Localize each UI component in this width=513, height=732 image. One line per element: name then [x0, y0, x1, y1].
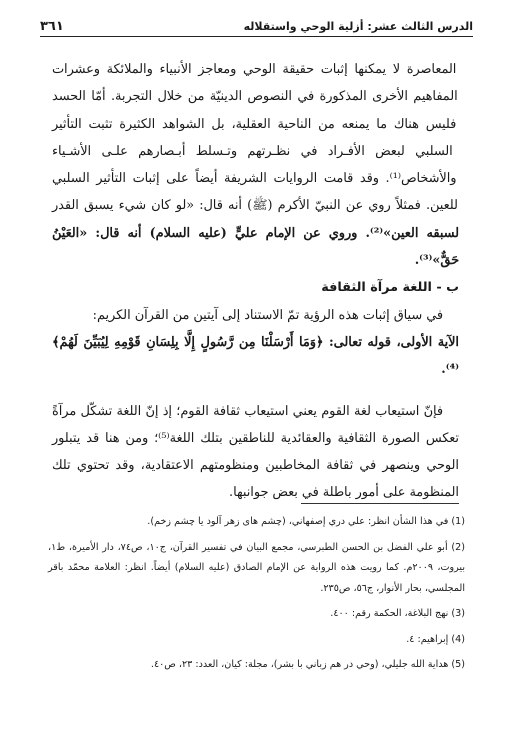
- text-line: يتبلور الوحي وينصهر في ثقافة المخاطبين ومنظومتهم الاعتقادية، وقد تحتوي: [52, 430, 459, 474]
- footnote-line: (1) في هذا الشأن انظر: علي دري إصفهاني، (چشم هاى زهر آلود يا چشم زخم).: [147, 516, 465, 527]
- text-line: المعاصرة لا يمكنها إثبات حقيقة الوحي ومعاجز الأنبياء والملائكة وعشرات: [52, 62, 457, 77]
- chapter-title: الدرس الثالث عشر: أزلية الوحي واستقلاله: [243, 20, 473, 33]
- footnote-line: الأميرة، ط١، بيروت، ٢٠٠٩م. كما رويت هذه الرواية عن الإمام الصادق (عليه السلام) أيضاً.: [48, 541, 465, 573]
- footnote-4: [48, 630, 465, 651]
- paragraph-1: [52, 56, 459, 274]
- verse-line: لَهُمْ﴾⁽⁴⁾.: [52, 334, 459, 378]
- spacer: [52, 384, 459, 398]
- intro-line: في سياق إثبات هذه الرؤية تمّ الاستناد إلى آيتين من القرآن الكريم:: [92, 307, 443, 323]
- footnote-line: (5) هداية الله جليلي، (وحي در هم زباني با بشر)، مجلة: كيان، العدد: ٢٣، ص٤٠.: [150, 659, 465, 670]
- footnote-1: [48, 512, 465, 533]
- text-line: فليس هناك ما يمنعه من الناحية العقلية، بل الشواهد الكثيرة تثبت التأثير: [52, 116, 457, 132]
- text-line: والأشخاص⁽¹⁾. وقد قامت الروايات الشريفة أيضاً على إثبات التأثير السلبي: [52, 171, 457, 187]
- footnote-line: (3) نهج البلاغة، الحكمة رقم: ٤٠٠.: [330, 608, 465, 619]
- verse-line: الآية الأولى، قوله تعالى: ﴿وَمَا أَرْسَلْنَا مِن رَّسُولٍ إِلَّا بِلِسَانِ قَوْمِهِ لِيُبَيِّنَ: [77, 334, 459, 350]
- section-subheading: ب - اللغة مرآة الثقافة: [321, 280, 459, 296]
- footnote-line: انظر: العلامة محمّد باقر المجلسي، بحار الأنوار، ج٥٦، ص٢٣٥.: [48, 562, 465, 594]
- footnote-5: [48, 655, 465, 676]
- text-line: تلك المنظومة على أمور باطلة في بعض جوانبها.: [52, 458, 459, 501]
- text-line: مرآةً تعكس الصورة الثقافية والعقائدية للناطقين بتلك اللغة⁽⁵⁾؛ ومن هنا قد: [52, 403, 459, 446]
- text-line: لسبقه العين»⁽²⁾. وروي عن الإمام عليٍّ (عليه السلام) أنه قال: «العَيْنُ حَقٌّ»⁽³⁾.: [52, 225, 459, 269]
- footnote-3: [48, 604, 465, 625]
- verse-paragraph: [52, 329, 459, 384]
- text-line: للعين. فمثلاً روي عن النبيّ الأكرم (ﷺ) أنه قال: «لو كان شيء يسبق القدر: [52, 198, 458, 214]
- footnote-separator: [301, 503, 459, 504]
- footnote-line: (2) أبو علي الفضل بن الحسن الطبرسي، مجمع البيان في تفسير القرآن، ج١٠، ص٧٤، دار: [98, 541, 465, 553]
- running-header: [40, 14, 473, 37]
- footnote-line: (4) إبراهيم: ٤.: [406, 633, 465, 645]
- paragraph-2: [52, 398, 459, 507]
- main-text: [52, 56, 459, 507]
- text-line: المفاهيم الأخرى المذكورة في النصوص الدينيّة من خلال التجربة. أمّا الحسد: [52, 89, 458, 105]
- text-line: السلبي لبعض الأفـراد في نظـرتهم وتـسلط أبـصارهم علـى الأشـياء: [52, 143, 453, 159]
- footnotes: [48, 512, 465, 676]
- text-line: فإنّ استيعاب لغة القوم يعني استيعاب ثقافة القوم؛ إذ إنّ اللغة تشكّل: [76, 403, 443, 419]
- page-number: ٣٦١: [40, 19, 64, 34]
- footnote-2: [48, 538, 465, 600]
